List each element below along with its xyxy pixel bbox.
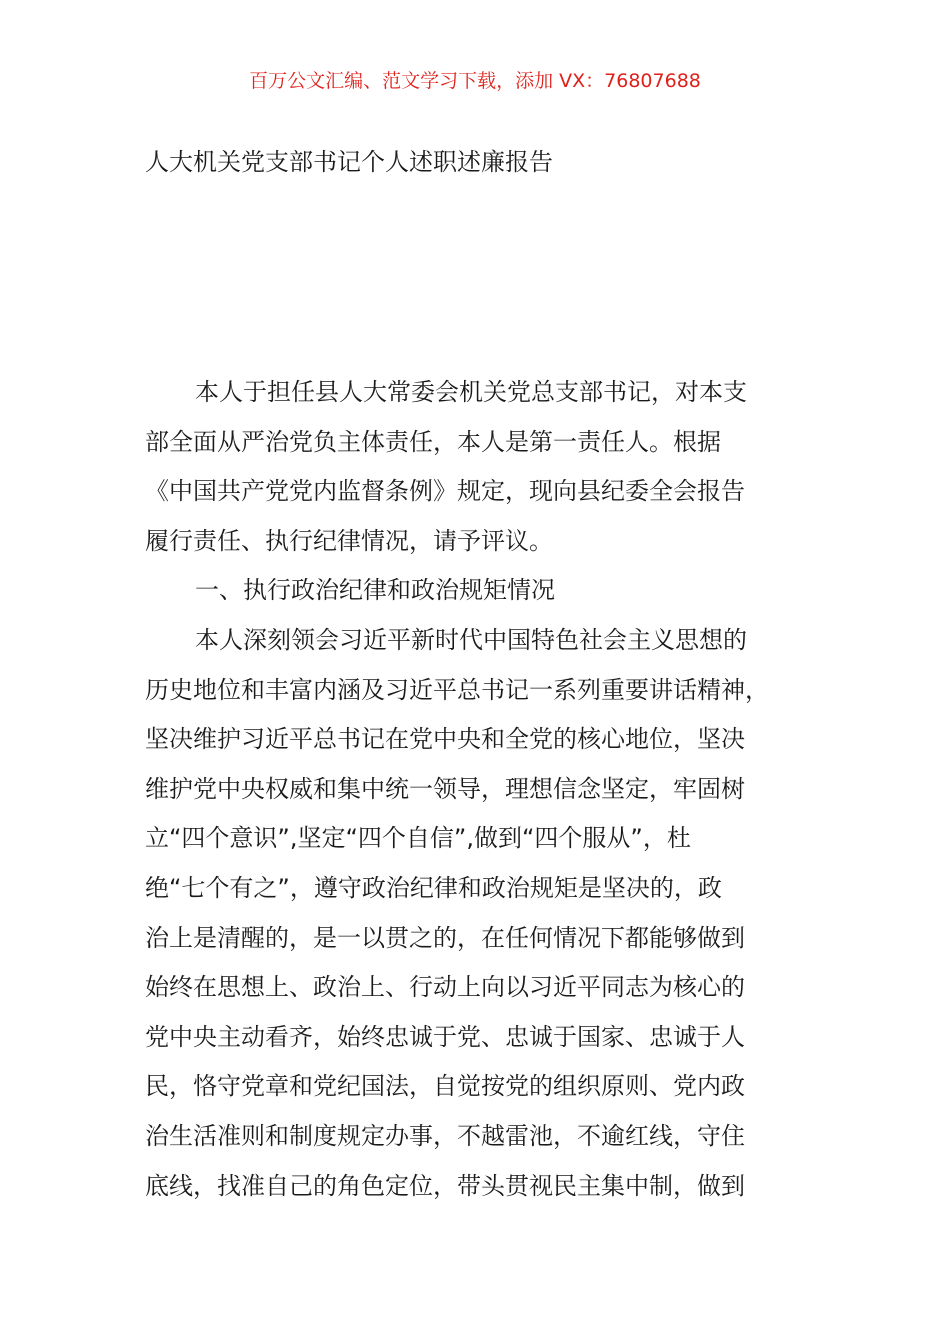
body-line: 民，恪守党章和党纪国法，自觉按党的组织原则、党内政 xyxy=(145,1072,745,1101)
body-line: 历史地位和丰富内涵及习近平总书记一系列重要讲话精神， xyxy=(145,675,769,704)
body-line: 履行责任、执行纪律情况，请予评议。 xyxy=(145,526,553,555)
body-line: 绝“七个有之”，遵守政治纪律和政治规矩是坚决的，政 xyxy=(145,873,722,902)
section-heading: 一、执行政治纪律和政治规矩情况 xyxy=(195,576,555,605)
body-line: 立“四个意识”,坚定“四个自信”,做到“四个服从”，杜 xyxy=(145,824,691,853)
body-line: 始终在思想上、政治上、行动上向以习近平同志为核心的 xyxy=(145,973,745,1002)
body-line: 《中国共产党党内监督条例》规定，现向县纪委全会报告 xyxy=(145,477,745,506)
body-line: 坚决维护习近平总书记在党中央和全党的核心地位，坚决 xyxy=(145,725,745,754)
body-line: 党中央主动看齐，始终忠诚于党、忠诚于国家、忠诚于人 xyxy=(145,1022,745,1051)
header-download-note: 百万公文汇编、范文学习下载，添加 VX：76807688 xyxy=(249,70,701,92)
document-body xyxy=(145,368,845,1211)
body-line: 本人深刻领会习近平新时代中国特色社会主义思想的 xyxy=(195,625,747,654)
document-title: 人大机关党支部书记个人述职述廉报告 xyxy=(145,148,553,176)
body-line: 治上是清醒的，是一以贯之的，在任何情况下都能够做到 xyxy=(145,923,745,952)
body-line: 部全面从严治党负主体责任，本人是第一责任人。根据 xyxy=(145,427,721,456)
body-line: 维护党中央权威和集中统一领导，理想信念坚定，牢固树 xyxy=(145,774,745,803)
body-line: 治生活准则和制度规定办事，不越雷池，不逾红线，守住 xyxy=(145,1121,745,1150)
body-line: 本人于担任县人大常委会机关党总支部书记，对本支 xyxy=(195,378,747,406)
body-line: 底线，找准自己的角色定位，带头贯视民主集中制，做到 xyxy=(145,1171,745,1200)
